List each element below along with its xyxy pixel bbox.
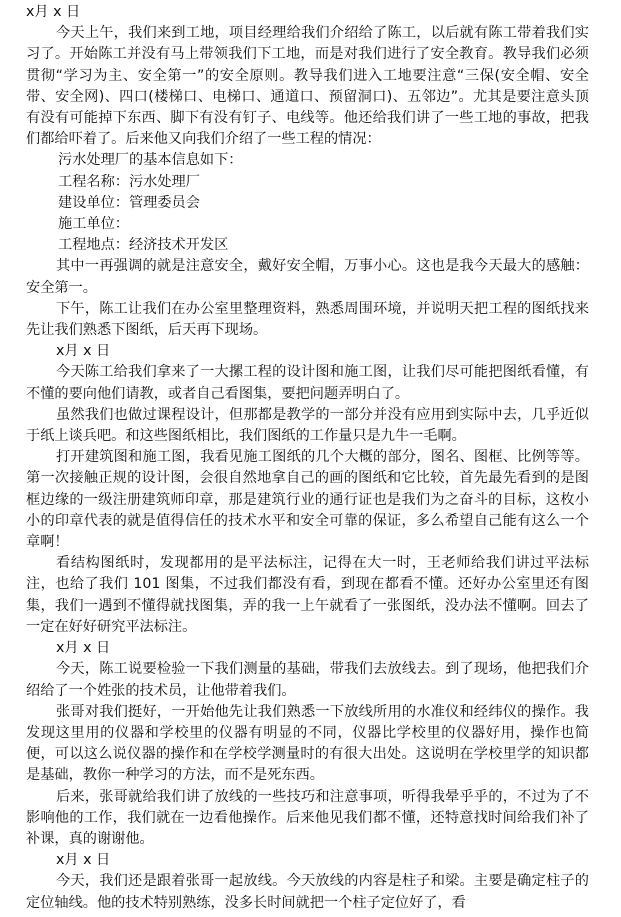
paragraph: 张哥对我们挺好，一开始他先让我们熟悉一下放线所用的水准仪和经纬仪的操作。我发现这里用的仪器和学校里的仪器有明显的不同，仪器比学校里的仪器好用，操作也简便，可以这么说仪器的操作和在学校学测量时的有很大出处。这说明在学校里学的知识都是基础，教你一种学习的方法，而不是死东西。: [26, 703, 589, 784]
date-heading: x月 x 日: [56, 852, 111, 869]
project-info-line: 污水处理厂的基本信息如下：: [58, 152, 243, 169]
paragraph: 今天，陈工说要检验一下我们测量的基础，带我们去放线去。到了现场，他把我们介绍给了一个姓张的技术员，让他带着我们。: [26, 661, 589, 699]
project-info-line: 建设单位：管理委员会: [58, 194, 200, 211]
date-heading: x月 x 日: [26, 4, 81, 20]
paragraph: 打开建筑图和施工图，我看见施工图纸的几个大概的部分，图名、图框、比例等等。第一次接触正规的设计图，会很自然地拿自己的画的图纸和它比较，首先最先看到的是图框边缘的一级注册建筑师印章，那是建筑行业的通行证也是我们为之奋斗的目标，这枚小小的印章代表的就是值得信任的技术水平和安全可靠的保证，多么希望自己能有这么一个章啊！: [26, 449, 589, 551]
date-heading: x月 x 日: [56, 640, 111, 657]
paragraph: 今天上午，我们来到工地，项目经理给我们介绍给了陈工，以后就有陈工带着我们实习了。开始陈工并没有马上带领我们下工地，而是对我们进行了安全教育。教导我们必须贯彻“学习为主、安全第一”的安全原则。教导我们进入工地要注意“三保(安全帽、安全带、安全网)、四口(楼梯口、电梯口、通道口、预留洞口)、五邻边”。尤其是要注意头顶有没有可能掉下东西、脚下有没有钉子、电线等。他还给我们讲了一些工地的事故，把我们都给吓着了。后来他又向我们介绍了一些工程的情况：: [26, 25, 589, 148]
paragraph: 今天陈工给我们拿来了一大摞工程的设计图和施工图，让我们尽可能把图纸看懂，有不懂的要向他们请教，或者自己看图集，要把问题弄明白了。: [26, 364, 589, 402]
paragraph: 后来，张哥就给我们讲了放线的一些技巧和注意事项，听得我晕乎乎的，不过为了不影响他的工作，我们就在一边看他操作。后来他见我们都不懂，还特意找时间给我们补了补课，真的谢谢他。: [26, 788, 589, 847]
project-info-line: 工程名称：污水处理厂: [58, 173, 200, 190]
paragraph: 今天，我们还是跟着张哥一起放线。今天放线的内容是柱子和梁。主要是确定柱子的定位轴线。他的技术特别熟练，没多长时间就把一个柱子定位好了，看: [26, 873, 589, 911]
project-info-line: 施工单位：: [58, 216, 129, 233]
paragraph: 下午，陈工让我们在办公室里整理资料，熟悉周围环境，并说明天把工程的图纸找来先让我们熟悉下图纸，后天再下现场。: [26, 300, 589, 339]
paragraph: 看结构图纸时，发现都用的是平法标注，记得在大一时，王老师给我们讲过平法标注，也给了我们 101 图集，不过我们都没有看，到现在都看不懂。还好办公室里还有图集，我们一遇到不懂得就找图集，弄的我一上午就看了一张图纸，没办法不懂啊。回去了一定在好好研究平法标注。: [26, 555, 589, 635]
paragraph: 其中一再强调的就是注意安全，戴好安全帽，万事小心。这也是我今天最大的感触：安全第一。: [26, 258, 589, 296]
date-heading: x月 x 日: [56, 343, 111, 360]
project-info-line: 工程地点：经济技术开发区: [58, 237, 229, 254]
paragraph: 虽然我们也做过课程设计，但那都是教学的一部分并没有应用到实际中去，几乎近似于纸上谈兵吧。和这些图纸相比，我们图纸的工作量只是九牛一毛啊。: [26, 406, 589, 445]
